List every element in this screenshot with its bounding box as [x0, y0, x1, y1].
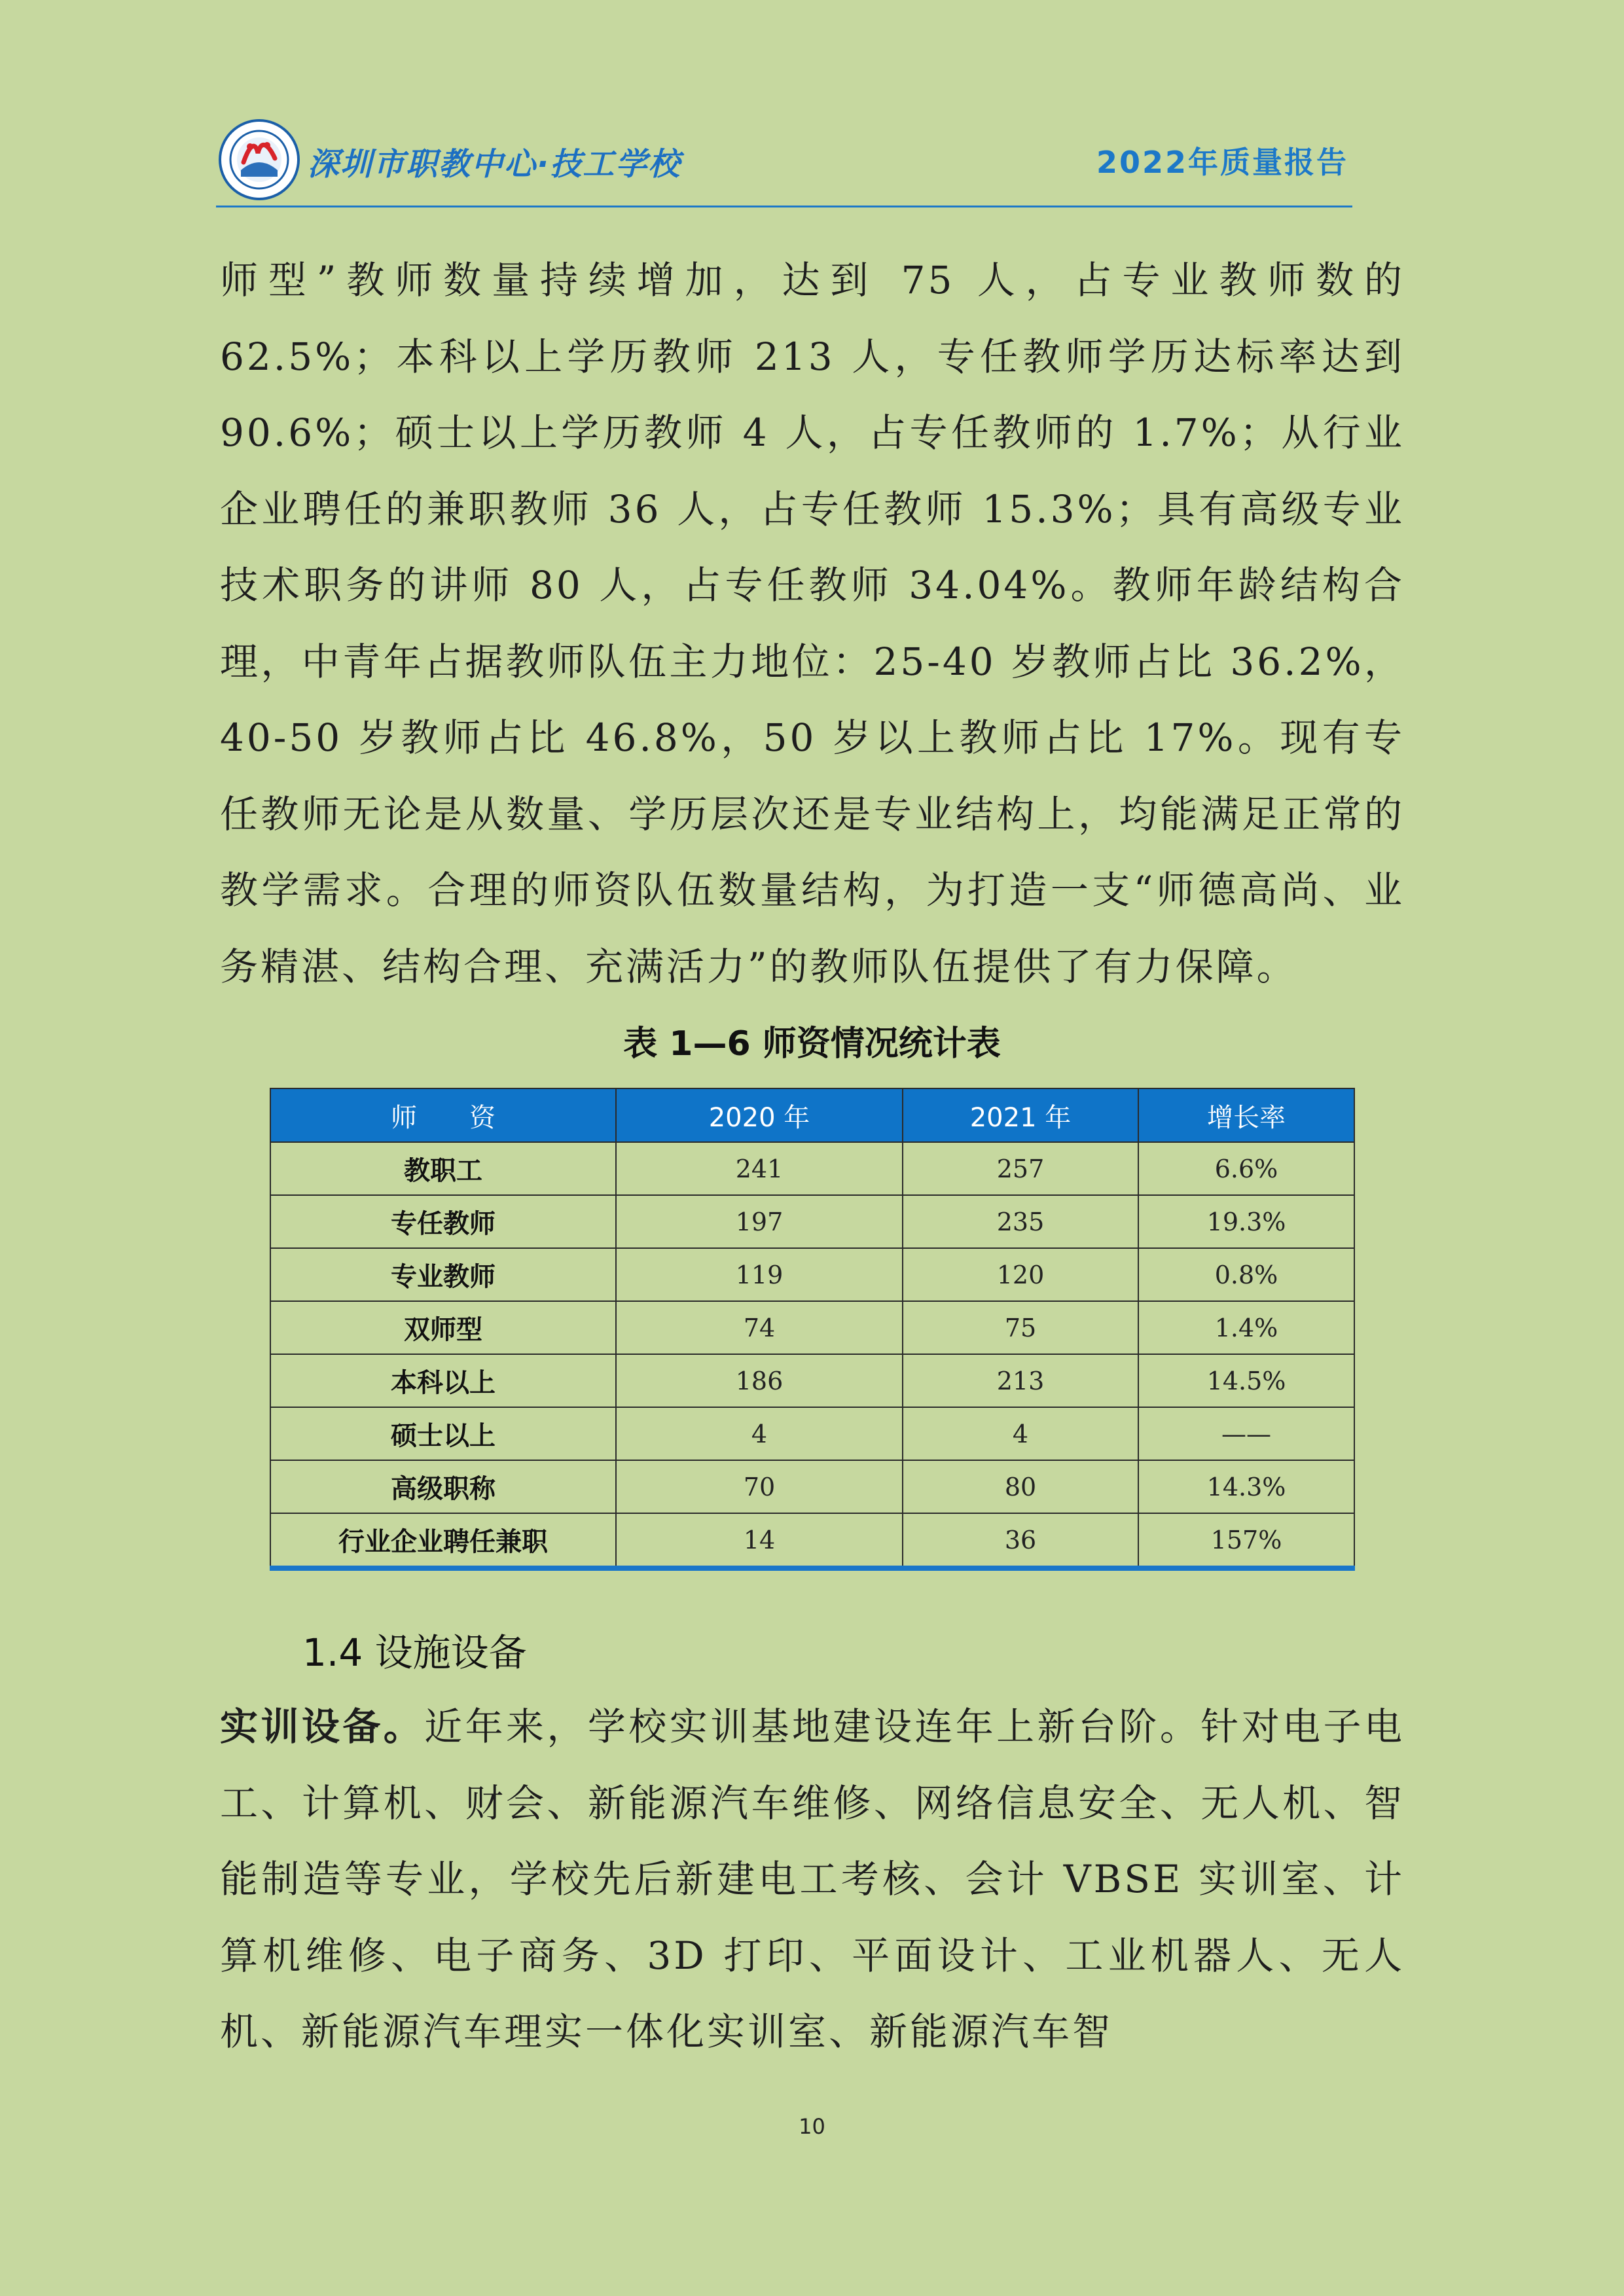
school-emblem-icon: [219, 119, 300, 200]
header-cell-2020: 2020 年: [616, 1088, 903, 1142]
header-cell-category: 师 资: [270, 1088, 616, 1142]
value-2020: 14: [616, 1513, 903, 1568]
section-heading: 1.4 设施设备: [302, 1630, 527, 1675]
value-2020: 186: [616, 1354, 903, 1407]
row-label: 专任教师: [270, 1195, 616, 1248]
row-label: 双师型: [270, 1301, 616, 1354]
paragraph-lead-in: 实训设备。: [220, 1704, 425, 1749]
table-header-row: [270, 1088, 1354, 1142]
row-label: 行业企业聘任兼职: [270, 1513, 616, 1568]
growth-rate: 1.4%: [1138, 1301, 1354, 1354]
value-2021: 36: [903, 1513, 1138, 1568]
row-label: 高级职称: [270, 1460, 616, 1513]
value-2021: 257: [903, 1142, 1138, 1195]
header-divider: [216, 206, 1352, 207]
page-number: 10: [799, 2114, 825, 2139]
table-row: [270, 1460, 1354, 1513]
table-row: [270, 1195, 1354, 1248]
value-2020: 119: [616, 1248, 903, 1301]
value-2021: 213: [903, 1354, 1138, 1407]
value-2020: 70: [616, 1460, 903, 1513]
growth-rate: 14.5%: [1138, 1354, 1354, 1407]
growth-rate: 14.3%: [1138, 1460, 1354, 1513]
value-2020: 74: [616, 1301, 903, 1354]
growth-rate: 157%: [1138, 1513, 1354, 1568]
row-label: 专业教师: [270, 1248, 616, 1301]
row-label: 本科以上: [270, 1354, 616, 1407]
report-title: 2022年质量报告: [1096, 145, 1348, 180]
value-2021: 120: [903, 1248, 1138, 1301]
table-row: [270, 1354, 1354, 1407]
value-2020: 4: [616, 1407, 903, 1460]
header-cell-2021: 2021 年: [903, 1088, 1138, 1142]
page-header: [216, 117, 1352, 207]
table-row: [270, 1513, 1354, 1568]
table-row: [270, 1248, 1354, 1301]
body-paragraph-staffing: 师型”教师数量持续增加，达到 75 人，占专业教师数的 62.5%；本科以上学历教师 213 人，专任教师学历达标率达到 90.6%；硕士以上学历教师 4 人，占专任教师的 1.7%；从行业企业聘任的兼职教师 36 人，占专任教师 15.3%；具有高级专业技术职务的讲师 80 人，占专任教师 34.04%。教师年龄结构合理，中青年占据教师队伍主力地位：25-40 岁教师占比 36.2%，40-50 岁教师占比 46.8%，50 岁以上教师占比 17%。现有专任教师无论是从数量、学历层次还是专业结构上，均能满足正常的教学需求。合理的师资队伍数量结构，为打造一支“师德高尚、业务精湛、结构合理、充满活力”的教师队伍提供了有力保障。: [220, 258, 1405, 989]
value-2021: 75: [903, 1301, 1138, 1354]
header-cell-growth: 增长率: [1138, 1088, 1354, 1142]
staff-statistics-table: [270, 1088, 1355, 1571]
growth-rate: 19.3%: [1138, 1195, 1354, 1248]
growth-rate: 0.8%: [1138, 1248, 1354, 1301]
growth-rate: ——: [1138, 1407, 1354, 1460]
table-caption: 表 1—6 师资情况统计表: [623, 1024, 1001, 1064]
table-row: [270, 1301, 1354, 1354]
row-label: 教职工: [270, 1142, 616, 1195]
paragraph-text: 近年来，学校实训基地建设连年上新台阶。针对电子电工、计算机、财会、新能源汽车维修、网络信息安全、无人机、智能制造等专业，学校先后新建电工考核、会计 VBSE 实训室、计算机维修、电子商务、3D 打印、平面设计、工业机器人、无人机、新能源汽车理实一体化实训室、新能源汽车智: [220, 1704, 1405, 2054]
value-2021: 235: [903, 1195, 1138, 1248]
value-2021: 80: [903, 1460, 1138, 1513]
value-2021: 4: [903, 1407, 1138, 1460]
body-paragraph-facilities: [220, 1689, 1405, 2070]
growth-rate: 6.6%: [1138, 1142, 1354, 1195]
school-name: 深圳市职教中心·技工学校: [308, 146, 681, 183]
table-row: [270, 1142, 1354, 1195]
value-2020: 241: [616, 1142, 903, 1195]
table-row: [270, 1407, 1354, 1460]
value-2020: 197: [616, 1195, 903, 1248]
row-label: 硕士以上: [270, 1407, 616, 1460]
